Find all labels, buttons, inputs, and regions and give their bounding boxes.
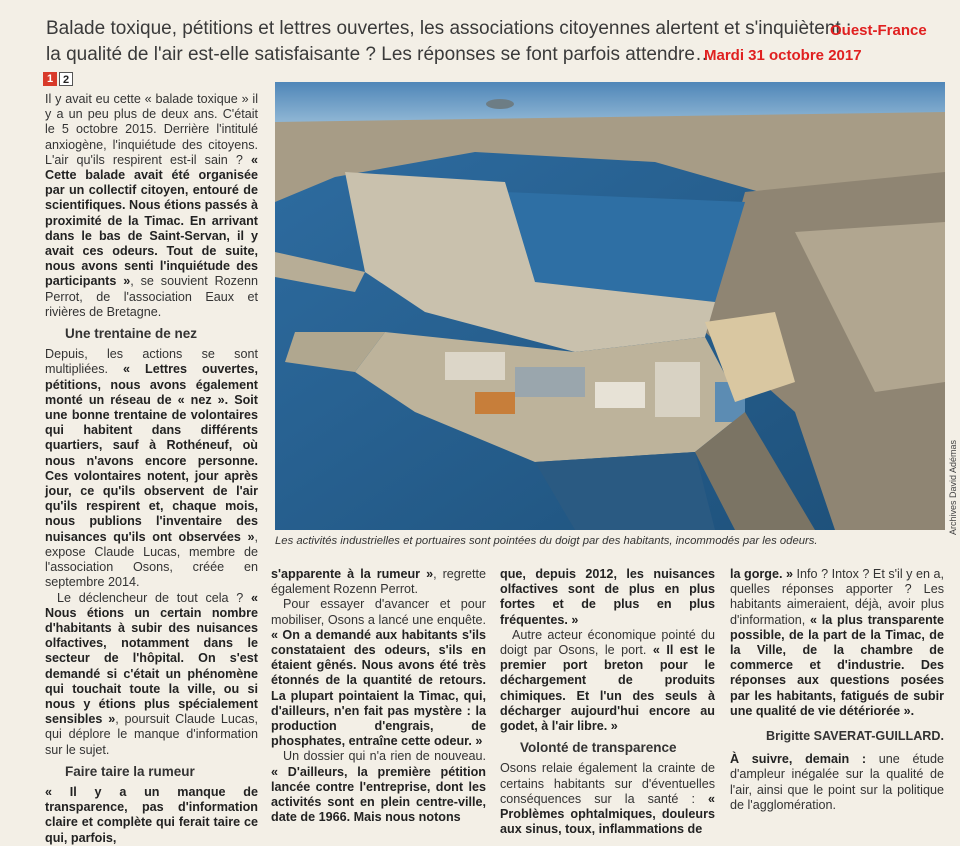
- paragraph: [500, 761, 715, 837]
- harbor-aerial-photo: [275, 82, 945, 530]
- text: une étude d'ampleur inégalée sur la qualité de l'air, ainsi que le point sur la politique de l'agglomération.: [730, 752, 944, 812]
- headline-line-1: Balade toxique, pétitions et lettres ouvertes, les associations citoyennes alertent et s'inquiètent :: [46, 18, 852, 39]
- quote: « Il est le premier port breton pour le déchargement de produits chimiques. Et l'un des seuls à décharger aujourd'hui encore au godet, à l'air libre. »: [500, 643, 715, 734]
- paragraph: [271, 567, 486, 597]
- paragraph: [45, 347, 258, 590]
- subheading: Une trentaine de nez: [65, 326, 198, 342]
- page-2-badge: 2: [59, 72, 73, 86]
- paragraph: [500, 567, 715, 628]
- text: Pour essayer d'avancer et pour mobiliser, Osons a lancé une enquête.: [271, 597, 486, 627]
- source-date: Mardi 31 octobre 2017: [704, 47, 862, 64]
- photo-caption: Les activités industrielles et portuaires sont pointées du doigt par des habitants, incommodés par les odeurs.: [275, 535, 818, 547]
- paragraph: [500, 628, 715, 734]
- quote: s'apparente à la rumeur »: [271, 567, 434, 581]
- paragraph: [730, 567, 944, 719]
- article-column-2: [271, 567, 486, 825]
- text: , regrette également Rozenn Perrot.: [271, 567, 486, 597]
- quote: « On a demandé aux habitants s'ils constataient des odeurs, s'ils en étaient gênés. Nous avons été très étonnés de la quantité de retours. La plupart pointaient la Timac, qui, d'ailleurs, n'en fait pas mystère : la production d'engrais, de phosphates, entraîne cette odeur. »: [271, 627, 486, 749]
- text: Osons relaie également la crainte de certains habitants sur d'éventuelles conséquences sur la santé :: [500, 761, 715, 806]
- text: , se souvient Rozenn Perrot, de l'association Eaux et rivières de Bretagne.: [45, 274, 258, 319]
- subheading: Faire taire la rumeur: [65, 763, 195, 779]
- photo-credit: Archives David Adémas: [948, 440, 958, 536]
- quote: « Nous étions un certain nombre d'habitants à subir des nuisances olfactives, notamment dans le secteur de l'hôpital. On s'est demandé si c'était un phénomène qui touchait toute la ville, ou si nous y étions plus spécialement sensibles »: [45, 590, 259, 727]
- paragraph: [271, 749, 486, 825]
- quote: « D'ailleurs, la première pétition lancée contre l'entreprise, dont les activités sont en plein centre-ville, date de 1966. Mais nous notons: [271, 764, 486, 825]
- article-column-4: [730, 567, 944, 813]
- paragraph: [45, 92, 258, 320]
- text: Info ? Intox ? Et s'il y en a, quelles réponses apporter ? Les habitants aimeraient, déjà, avoir plus d'information,: [730, 567, 944, 627]
- quote: que, depuis 2012, les nuisances olfactives sont de plus en plus fortes et de plus en plus fréquentes. »: [500, 567, 715, 627]
- page-indicator: [43, 72, 73, 86]
- subheading: Volonté de transparence: [520, 740, 677, 756]
- quote: « Lettres ouvertes, pétitions, nous avons également monté un réseau de « nez ». Soit une bonne trentaine de volontaires qui habitent dans différents quartiers, sauf à Rothéneuf, où nous n'avons encore personne. Ces volontaires notent, jour après jour, ce qu'ils observent de l'air qu'ils respirent et, chaque mois, nous publions l'inventaire des nuisances qu'ils ont observées »: [45, 362, 258, 544]
- paragraph: [45, 591, 258, 758]
- text: Le déclencheur de tout cela ?: [57, 590, 244, 605]
- text: Depuis, les actions se sont multipliées.: [45, 347, 258, 377]
- quote: la gorge. »: [730, 567, 794, 581]
- quote: « Problèmes ophtalmiques, douleurs aux sinus, toux, inflammations de: [500, 791, 715, 837]
- article-column-1: [45, 92, 258, 846]
- page-1-badge: 1: [43, 72, 57, 86]
- quote: « la plus transparente possible, de la part de la Timac, de la Ville, de la chambre de commerce et d'industrie. Des réponses aux questions posées par les habitants, fatigués de subir une qualité de vie détériorée ».: [730, 612, 945, 718]
- text: Il y avait eu cette « balade toxique » il y a un peu plus de deux ans. C'était le 5 octobre 2015. Derrière l'intitulé anxiogène, l'inquiétude des citoyens. L'air qu'ils respirent est-il sain ?: [45, 92, 258, 167]
- headline-line-2: la qualité de l'air est-elle satisfaisante ? Les réponses se font parfois attendre…: [46, 44, 714, 65]
- paragraph: [45, 785, 258, 846]
- text: , poursuit Claude Lucas, qui déplore le manque d'information sur le sujet.: [45, 712, 258, 757]
- quote: « Cette balade avait été organisée par un collectif citoyen, entouré de scientifiques. Nous étions passés à proximité de la Timac. En arrivant dans le bas de Saint-Servan, il y avait ces odeurs. Tout de suite, nous avons senti l'inquiétude des participants »: [45, 152, 259, 289]
- text: Un dossier qui n'a rien de nouveau.: [283, 749, 486, 764]
- text: Autre acteur économique pointé du doigt par Osons, le port.: [500, 627, 715, 658]
- quote: « Il y a un manque de transparence, pas d'information claire et complète qui ferait taire ce qui, parfois,: [45, 784, 258, 845]
- source-name: Ouest-France: [830, 22, 927, 39]
- paragraph: [271, 597, 486, 749]
- harbor-photo-illustration: [275, 82, 945, 530]
- teaser-label: À suivre, demain :: [730, 752, 867, 767]
- author-signature: Brigitte SAVERAT-GUILLARD.: [766, 729, 944, 744]
- article-column-3: [500, 567, 715, 837]
- text: , expose Claude Lucas, membre de l'association Osons, créée en septembre 2014.: [45, 529, 258, 590]
- paragraph: [730, 752, 944, 813]
